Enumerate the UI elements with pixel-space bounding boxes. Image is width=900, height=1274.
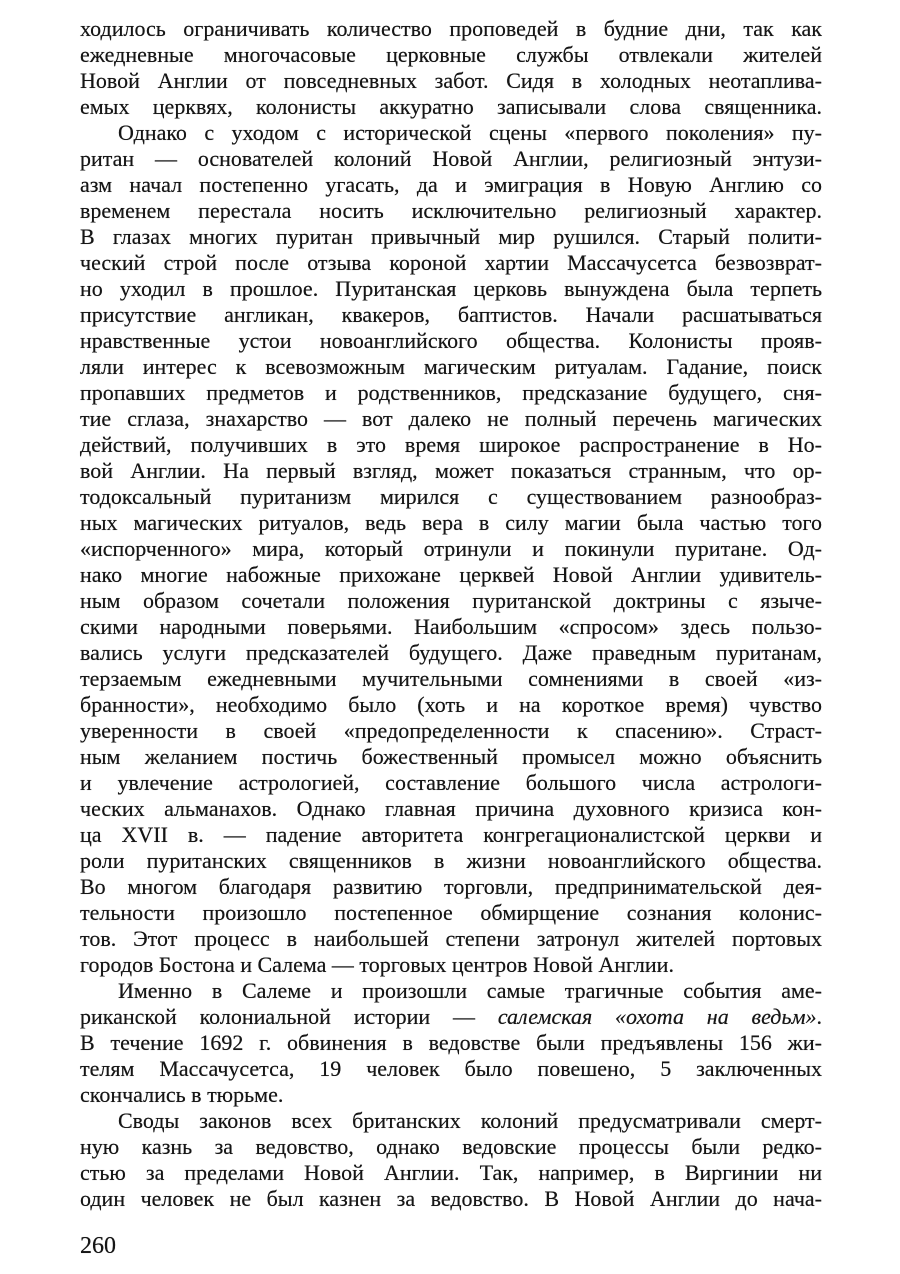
text-line: терзаемым ежедневными мучительными сомнениями в своей «из- (80, 666, 822, 691)
emphasis-text: салемская «охота на ведьм» (497, 1004, 817, 1029)
text-line: нако многие набожные прихожане церквей Новой Англии удивитель- (80, 562, 822, 587)
text-line: ным образом сочетали положения пуританской доктрины с языче- (80, 588, 822, 613)
text-line: ежедневные многочасовые церковные службы отвлекали жителей (80, 42, 822, 67)
text-line: один человек не был казнен за ведовство. В Новой Англии до нача- (80, 1186, 822, 1211)
text-line: Новой Англии от повседневных забот. Сидя в холодных неотаплива- (80, 68, 822, 93)
text-line: городов Бостона и Салема — торговых центров Новой Англии. (80, 952, 674, 977)
text-line: тодоксальный пуританизм мирился с существованием разнообраз- (80, 484, 822, 509)
text-line: ным желанием постичь божественный промысел можно объяснить (80, 744, 822, 769)
text-line: ритан — основателей колоний Новой Англии, религиозный энтузи- (80, 146, 822, 171)
text-line: Во многом благодаря развитию торговли, предпринимательской дея- (80, 874, 822, 899)
text-line: скими народными поверьями. Наибольшим «спросом» здесь пользо- (80, 614, 822, 639)
text-line: стью за пределами Новой Англии. Так, например, в Виргинии ни (80, 1160, 822, 1185)
text-line: скончались в тюрьме. (80, 1082, 284, 1107)
text-line: Однако с уходом с исторической сцены «первого поколения» пу- (118, 120, 822, 145)
paragraph (80, 120, 822, 978)
paragraph (80, 1108, 822, 1212)
text-line: ляли интерес к всевозможным магическим ритуалам. Гадание, поиск (80, 354, 822, 379)
paragraph (80, 16, 822, 120)
text-line: телям Массачусетса, 19 человек было повешено, 5 заключенных (80, 1056, 822, 1081)
text-line: присутствие англикан, квакеров, баптистов. Начали расшатываться (80, 302, 822, 327)
text-line: тельности произошло постепенное обмирщение сознания колонис- (80, 900, 822, 925)
text-line: ца XVII в. — падение авторитета конгрегационалистской церкви и (80, 822, 822, 847)
text-line: В течение 1692 г. обвинения в ведовстве были предъявлены 156 жи- (80, 1030, 822, 1055)
text-line: роли пуританских священников в жизни новоанглийского общества. (80, 848, 822, 873)
text-line: бранности», необходимо было (хоть и на короткое время) чувство (80, 692, 822, 717)
text-line: временем перестала носить исключительно религиозный характер. (80, 198, 822, 223)
text-line: ческих альманахов. Однако главная причина духовного кризиса кон- (80, 796, 822, 821)
text-line: ных магических ритуалов, ведь вера в силу магии была частью того (80, 510, 822, 535)
page-number: 260 (80, 1233, 116, 1259)
text-line: вой Англии. На первый взгляд, может показаться странным, что ор- (80, 458, 822, 483)
text-line: В глазах многих пуритан привычный мир рушился. Старый полити- (80, 224, 822, 249)
text-line: емых церквях, колонисты аккуратно записывали слова священника. (80, 94, 822, 119)
text-line: пропавших предметов и родственников, предсказание будущего, сня- (80, 380, 822, 405)
text-line (80, 1004, 822, 1030)
body-text (80, 16, 822, 1212)
text-line: «испорченного» мира, который отринули и покинули пуритане. Од- (80, 536, 822, 561)
text-line: тие сглаза, знахарство — вот далеко не полный перечень магических (80, 406, 822, 431)
text-line: ходилось ограничивать количество проповедей в будние дни, так как (80, 16, 822, 41)
text-line: и увлечение астрологией, составление большого числа астрологи- (80, 770, 822, 795)
text-line: действий, получивших в это время широкое распространение в Но- (80, 432, 822, 457)
paragraph (80, 978, 822, 1108)
text-line: ную казнь за ведовство, однако ведовские процессы были редко- (80, 1134, 822, 1159)
text-line: вались услуги предсказателей будущего. Даже праведным пуританам, (80, 640, 822, 665)
text-line: тов. Этот процесс в наибольшей степени затронул жителей портовых (80, 926, 822, 951)
text-run: . (816, 1004, 822, 1029)
text-line: ческий строй после отзыва короной хартии Массачусетса безвозврат- (80, 250, 822, 275)
text-line: уверенности в своей «предопределенности к спасению». Страст- (80, 718, 822, 743)
text-line: но уходил в прошлое. Пуританская церковь вынуждена была терпеть (80, 276, 822, 301)
text-line: Именно в Салеме и произошли самые трагичные события аме- (118, 978, 822, 1003)
text-run: риканской колониальной истории — (80, 1004, 498, 1029)
text-line: Своды законов всех британских колоний предусматривали смерт- (118, 1108, 822, 1133)
text-line: нравственные устои новоанглийского общества. Колонисты прояв- (80, 328, 822, 353)
text-line: азм начал постепенно угасать, да и эмиграция в Новую Англию со (80, 172, 822, 197)
